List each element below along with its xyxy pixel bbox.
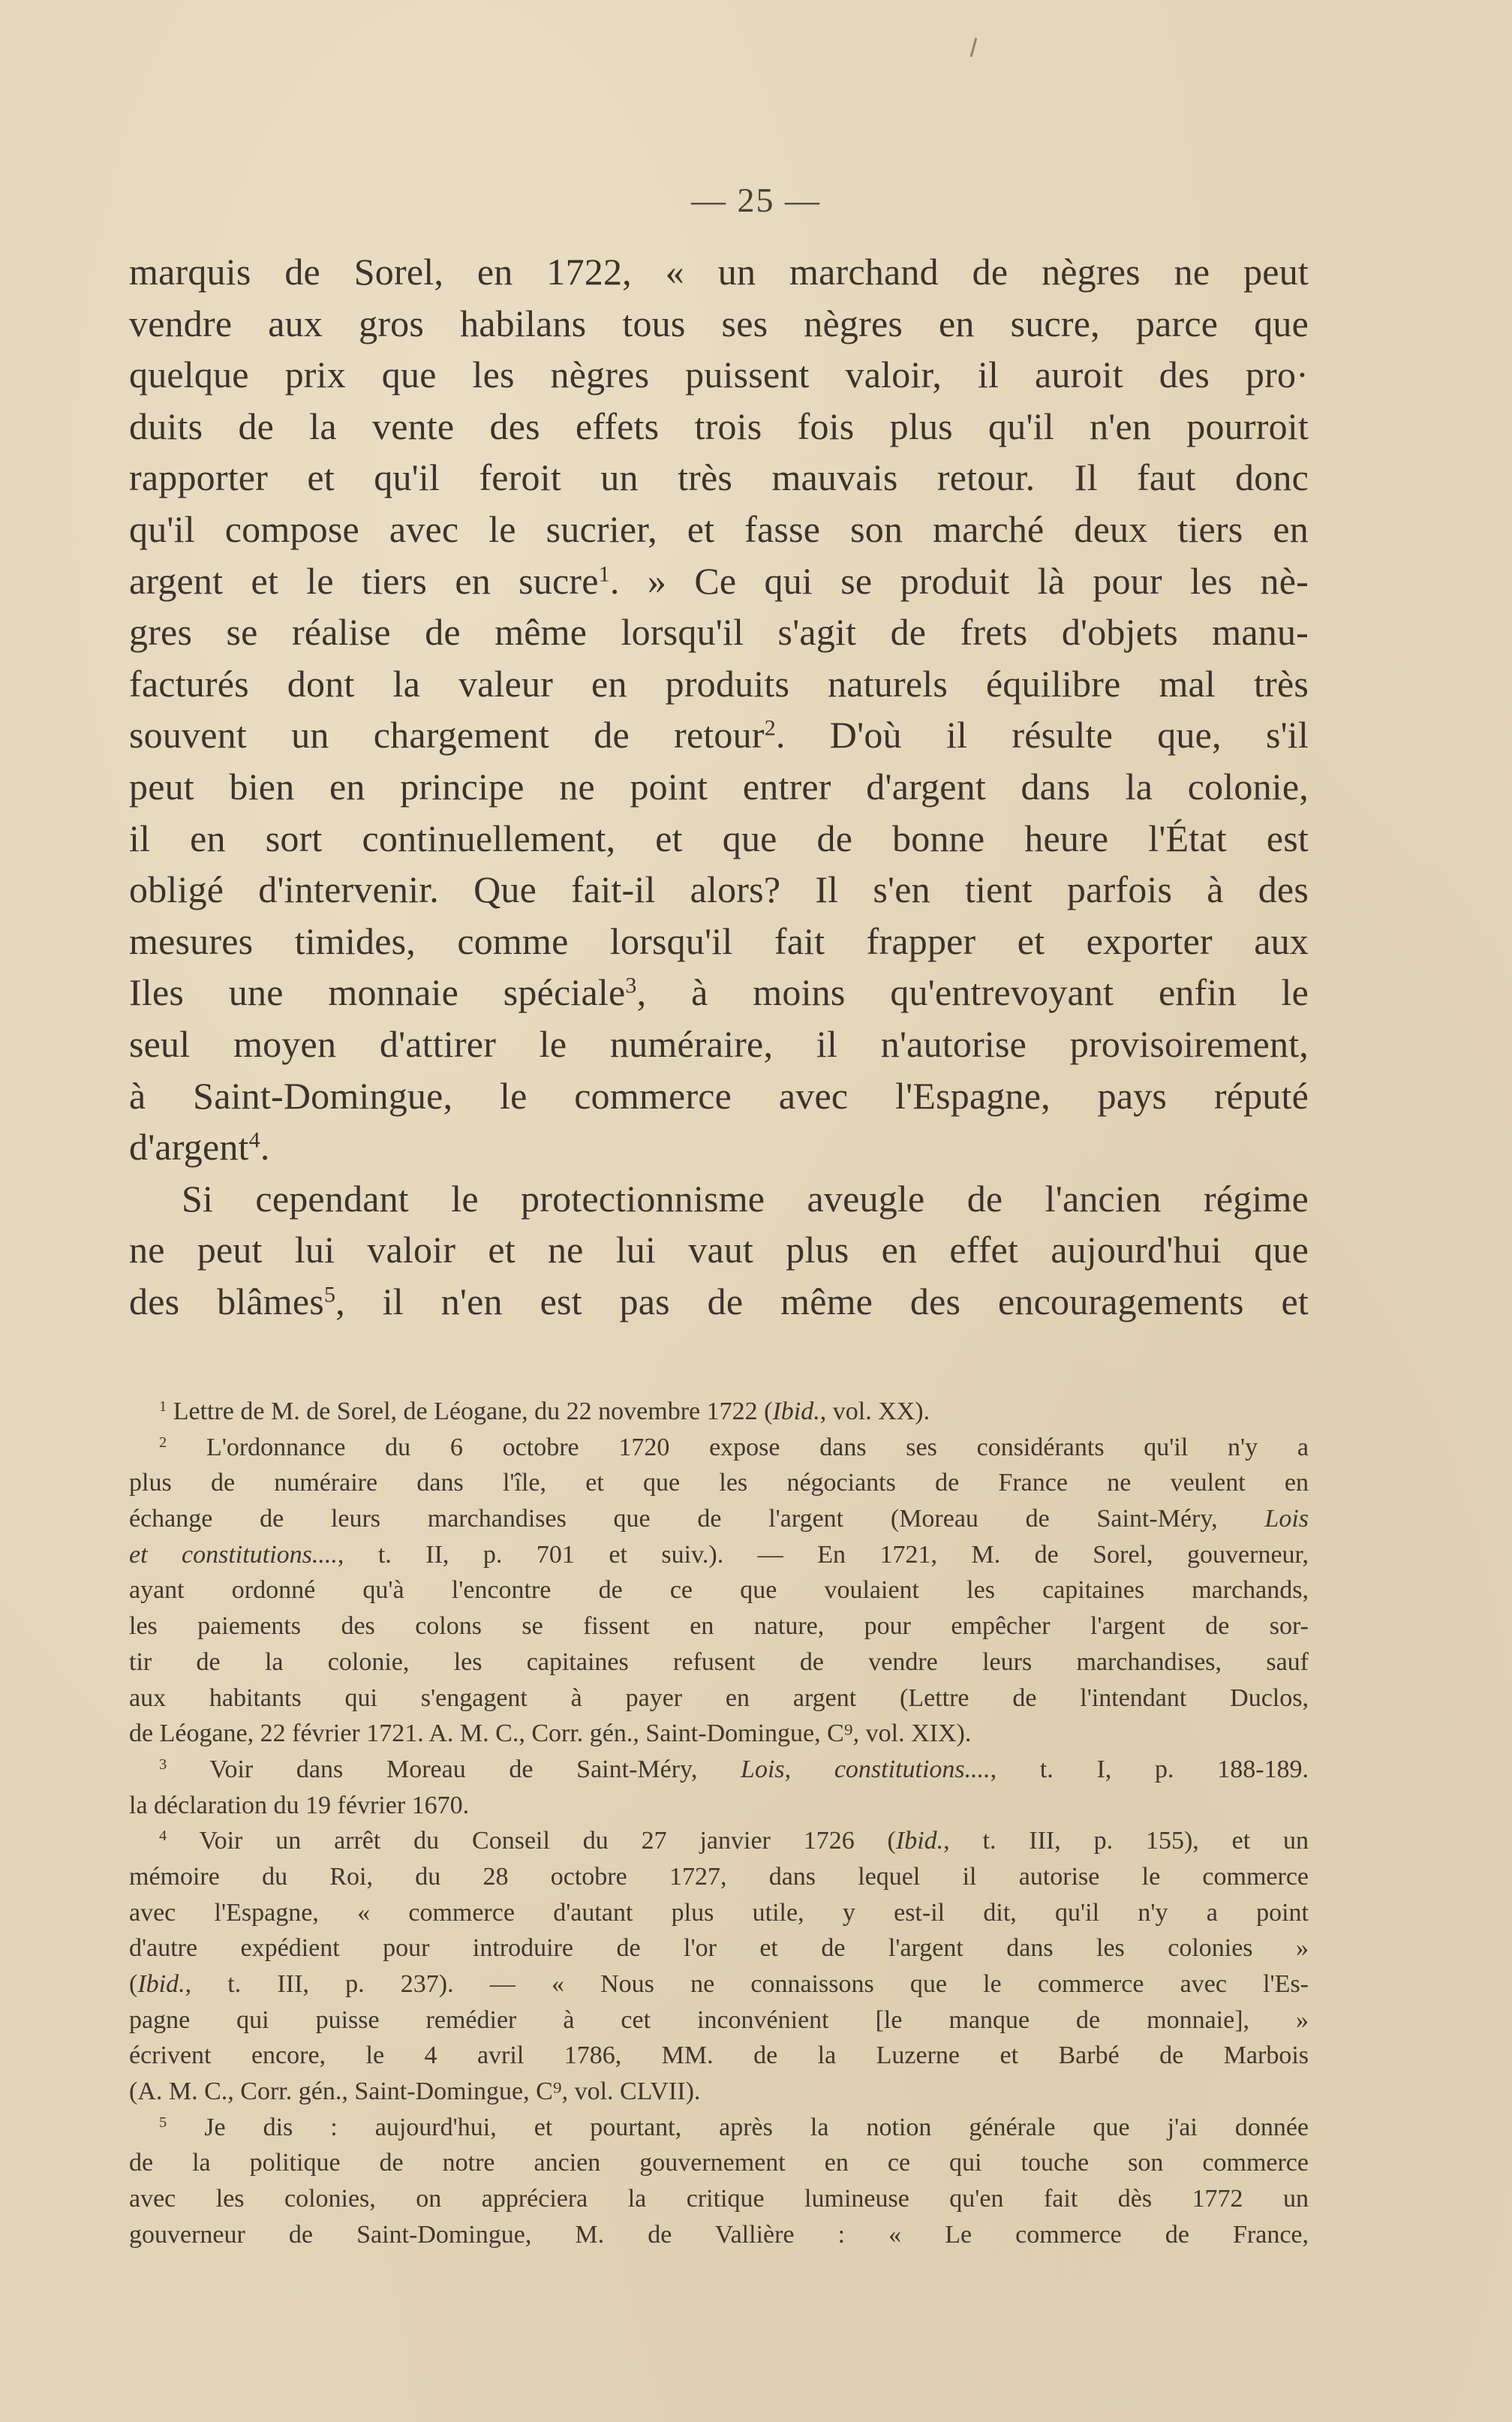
footnote-text: Je dis : aujourd'hui, et pourtant, après la notion générale que j'ai donnée <box>204 2113 1309 2141</box>
footnote-ref-3[interactable]: 3 <box>625 973 637 998</box>
footnote-text: échange de leurs marchandises que de l'argent (Moreau de Saint-Méry, <box>129 1505 1218 1533</box>
footnote-text: Voir dans Moreau de Saint-Méry, <box>209 1755 698 1783</box>
page-number: — 25 — <box>691 181 821 219</box>
footnote-line: pagne qui puisse remédier à cet inconvénient [le manque de monnaie], » <box>129 2005 1309 2034</box>
footnote-line: tir de la colonie, les capitaines refusent de vendre leurs marchandises, sauf <box>129 1647 1309 1676</box>
footnote-italic: Lois, constitutions.... <box>741 1755 990 1783</box>
footnote-line: gouverneur de Saint-Domingue, M. de Vallière : « Le commerce de France, <box>129 2220 1309 2249</box>
footnote-line: ayant ordonné qu'à l'encontre de ce que voulaient les capitaines marchands, <box>129 1576 1309 1605</box>
body-line: obligé d'intervenir. Que fait-il alors? Il s'en tient parfois à des <box>129 868 1309 911</box>
body-line: qu'il compose avec le sucrier, et fasse son marché deux tiers en <box>129 507 1309 550</box>
footnote-marker: 4 <box>159 1828 167 1845</box>
footnote-marker: 2 <box>159 1434 167 1451</box>
footnote-line: plus de numéraire dans l'île, et que les négociants de France ne veulent en <box>129 1469 1309 1497</box>
body-text-run: d'argent <box>129 1126 249 1169</box>
footnote-line: (A. M. C., Corr. gén., Saint-Domingue, C⁹, vol. CLVII). <box>129 2078 701 2106</box>
footnote-4 <box>129 1823 1309 1859</box>
footnote-italic: Lois <box>1264 1505 1309 1533</box>
footnote-line: de la politique de notre ancien gouvernement en ce qui touche son commerce <box>129 2149 1309 2177</box>
body-line: à Saint-Domingue, le commerce avec l'Espagne, pays réputé <box>129 1074 1309 1117</box>
footnote-5 <box>129 2110 1309 2146</box>
body-line: facturés dont la valeur en produits naturels équilibre mal très <box>129 662 1309 705</box>
footnote-text: L'ordonnance du 6 octobre 1720 expose dans ses considérants qu'il n'y a <box>206 1433 1309 1461</box>
footnote-ref-4[interactable]: 4 <box>248 1127 260 1153</box>
footnote-line: écrivent encore, le 4 avril 1786, MM. de la Luzerne et Barbé de Marbois <box>129 2041 1309 2070</box>
body-line: quelque prix que les nègres puissent valoir, il auroit des pro· <box>129 354 1309 396</box>
footnote-text: , vol. XX). <box>819 1398 930 1425</box>
footnote-ref-2[interactable]: 2 <box>764 715 776 741</box>
body-line: peut bien en principe ne point entrer d'argent dans la colonie, <box>129 765 1309 808</box>
body-line <box>129 1276 1309 1328</box>
footnote-italic: Ibid. <box>137 1970 185 1998</box>
footnote-1 <box>129 1394 1309 1430</box>
footnote-2 <box>129 1430 1309 1466</box>
footnote-line: d'autre expédient pour introduire de l'or et de l'argent dans les colonies » <box>129 1934 1309 1963</box>
body-text-run: . » Ce qui se produit là pour les nè- <box>609 559 1309 602</box>
footnote-marker: 3 <box>159 1756 167 1773</box>
body-text-run: , il n'en est pas de même des encouragements et <box>335 1280 1309 1322</box>
body-text-run: , à moins qu'entrevoyant enfin le <box>636 971 1309 1014</box>
footnote-text: Lettre de M. de Sorel, de Léogane, du 22 novembre 1722 ( <box>173 1398 773 1425</box>
footnote-text: , t. III, p. 155), et un <box>943 1827 1309 1855</box>
body-line: il en sort continuellement, et que de bonne heure l'État est <box>129 817 1309 859</box>
footnote-line: avec les colonies, on appréciera la critique lumineuse qu'en fait dès 1772 un <box>129 2185 1309 2213</box>
footnote-italic: et constitutions.... <box>129 1540 338 1569</box>
body-line: seul moyen d'attirer le numéraire, il n'autorise provisoirement, <box>129 1022 1309 1065</box>
body-line: duits de la vente des effets trois fois plus qu'il n'en pourroit <box>129 405 1309 447</box>
footnote-marker: 5 <box>159 2114 167 2131</box>
body-line: ne peut lui valoir et ne lui vaut plus en effet aujourd'hui que <box>129 1229 1309 1271</box>
body-text-run: . D'où il résulte que, s'il <box>775 714 1309 757</box>
body-text-run: souvent un chargement de retour <box>129 714 765 757</box>
body-line: mesures timides, comme lorsqu'il fait frapper et exporter aux <box>129 919 1309 962</box>
body-line <box>129 967 1309 1018</box>
body-line: marquis de Sorel, en 1722, « un marchand de nègres ne peut <box>129 251 1309 293</box>
body-line <box>129 709 1309 761</box>
paragraph-start-line: Si cependant le protectionnisme aveugle de l'ancien régime <box>182 1177 1309 1220</box>
footnote-italic: Ibid. <box>772 1398 820 1425</box>
footnote-line: la déclaration du 19 février 1670. <box>129 1791 470 1819</box>
footnote-line: aux habitants qui s'engagent à payer en argent (Lettre de l'intendant Duclos, <box>129 1683 1309 1712</box>
footnote-ref-1[interactable]: 1 <box>598 561 610 587</box>
footnote-3 <box>129 1752 1309 1788</box>
body-text-run: . <box>260 1126 270 1169</box>
footnote-marker: 1 <box>159 1398 167 1415</box>
body-line: vendre aux gros habilans tous ses nègres en sucre, parce que <box>129 302 1309 344</box>
footnote-text: , t. I, p. 188-189. <box>990 1755 1309 1783</box>
main-text <box>129 246 1309 1327</box>
footnote-text: , t. III, p. 237). — « Nous ne connaissons que le commerce avec l'Es- <box>185 1970 1309 1998</box>
footnote-line: les paiements des colons se fissent en nature, pour empêcher l'argent de sor- <box>129 1612 1309 1641</box>
footnote-line: avec l'Espagne, « commerce d'autant plus utile, y est-il dit, qu'il n'y a point <box>129 1898 1309 1927</box>
footnote-line <box>129 1501 1309 1537</box>
footnote-line: de Léogane, 22 février 1721. A. M. C., Corr. gén., Saint-Domingue, C⁹, vol. XIX). <box>129 1719 972 1748</box>
body-line <box>129 555 1309 607</box>
stray-pencil-mark <box>970 38 978 57</box>
footnote-line <box>129 1537 1309 1573</box>
body-line: gres se réalise de même lorsqu'il s'agit de frets d'objets manu- <box>129 611 1309 654</box>
body-line <box>129 1121 1309 1173</box>
footnote-text: ( <box>129 1970 138 1998</box>
footnotes-section <box>129 1394 1309 2253</box>
footnote-line <box>129 1966 1309 2002</box>
body-text-run: argent et le tiers en sucre <box>129 559 599 602</box>
body-text-run: des blâmes <box>129 1280 324 1322</box>
body-line: rapporter et qu'il feroit un très mauvais retour. Il faut donc <box>129 456 1309 499</box>
footnote-italic: Ibid. <box>895 1827 944 1855</box>
footnote-line: mémoire du Roi, du 28 octobre 1727, dans lequel il autorise le commerce <box>129 1862 1309 1891</box>
footnote-text: , t. II, p. 701 et suiv.). — En 1721, M. de Sorel, gouverneur, <box>337 1540 1309 1569</box>
footnote-text: Voir un arrêt du Conseil du 27 janvier 1726 ( <box>199 1827 896 1855</box>
footnote-ref-5[interactable]: 5 <box>323 1282 336 1307</box>
body-text-run: Iles une monnaie spéciale <box>129 971 626 1014</box>
